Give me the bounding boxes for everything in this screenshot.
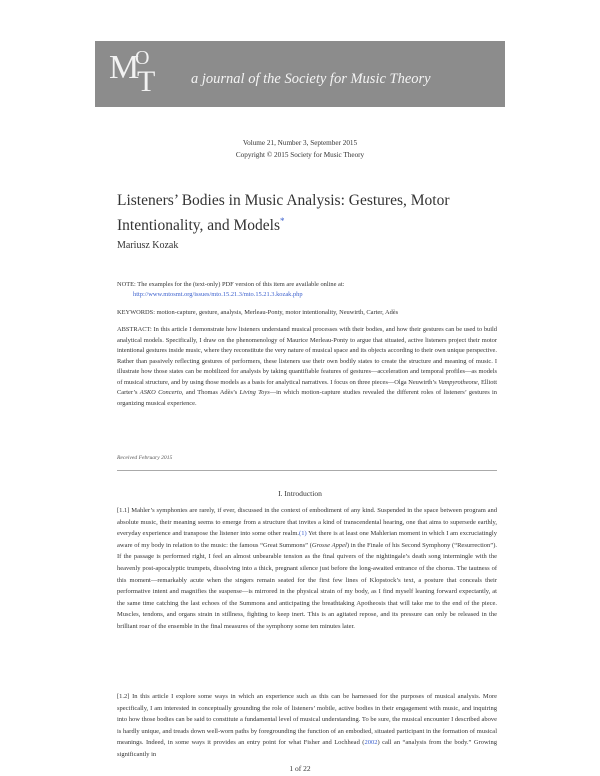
p2-text-b: ) call an “analysis from the body.” Growing significantly in — [117, 739, 497, 758]
paragraph-1-1 — [117, 505, 497, 633]
abstract-part-1: ABSTRACT: In this article I demonstrate how listeners understand musical processes with their bodies, and how their gestures can be used to build analytical models. Specifically, I draw on the phenomenology of Maurice Merleau-Ponty to argue that situated, active listeners project their motor intentional gestures inside music, where they reconstitute the very nature of musical space and its objects according to their own unique perspective. Rather than passively reflecting gestures of performers, these listeners use their own bodily states to create the structure and meaning of music. I illustrate how those states can be mobilized for analysis by taking quantifiable features of gestures—acceleration and temporal profiles—as models of musical structure, and by using those models as a basis for analytical narratives. I focus on three pieces—Olga Neuwirth’s — [117, 326, 497, 386]
footnote-1-link[interactable]: (1) — [299, 530, 307, 538]
section-divider — [117, 470, 497, 471]
journal-tagline: a journal of the Society for Music Theory — [191, 71, 431, 87]
pdf-note-text: NOTE: The examples for the (text-only) PDF version of this item are available online at: — [117, 281, 345, 288]
paragraph-1-2 — [117, 691, 497, 761]
logo-letter-m: M — [109, 49, 140, 86]
logo-letter-t: T — [137, 65, 156, 98]
abstract-part-4: —in which motion-capture studies revealed the different roles of listeners’ gestures in organizing musical experience. — [117, 389, 497, 407]
p1-text-b: Yet there is at least one Mahlerian moment in which I am excruciatingly aware of my body in relation to the music: the famous “Great Summons” ( — [117, 530, 497, 549]
examples-link[interactable]: http://www.mtosmt.org/issues/mto.15.21.3/mto.15.21.3.kozak.php — [133, 291, 303, 298]
abstract — [117, 325, 497, 409]
mto-logo — [109, 47, 179, 103]
p1-text-c: ) in the Finale of his Second Symphony (“Resurrection”). If the passage is performed right, I feel an almost unbearable tension as the final quivers of the nightingale’s death song intermingle with the heavenly post-apocalyptic trumpets, dissolving into a thick, pregnant silence just before the long-awaited entrance of the chorus. The tautness of this moment—remarkably acute when the singers remain seated for the first few lines of Klopstock’s text, a posture that conceals their performative intent and magnifies the suspense—is mirrored in the physical strain of my body, as I find myself leaning forward expectantly, at the same time catching the last echoes of the Summons and anticipating the breathtaking Apotheosis that will take me to the end of the piece. Muscles, tendons, and organs strain in stillness, fighting to keep inert. This is an agitated repose, and its pressure can only be released in the brilliant roar of the ensemble in the final measures of the symphony some ten minutes later. — [117, 541, 497, 630]
article-title — [117, 190, 497, 236]
p1-work-title: Grosse Appel — [311, 541, 347, 549]
abstract-part-2: , Elliott Carter’s — [117, 378, 497, 396]
journal-banner — [95, 41, 505, 107]
abstract-work-1: Vampyrotheone — [438, 378, 478, 386]
article-title-text: Listeners’ Bodies in Music Analysis: Gestures, Motor Intentionality, and Models — [117, 192, 450, 235]
article-author: Mariusz Kozak — [117, 240, 179, 251]
page-number: 1 of 22 — [289, 764, 311, 773]
copyright: Copyright © 2015 Society for Music Theory — [235, 151, 365, 159]
pdf-note — [117, 280, 497, 300]
abstract-part-3: , and Thomas Adès’s — [181, 389, 240, 396]
p1-text-a: [1.1] Mahler’s symphonies are rarely, if ever, discussed in the context of embodiment of any kind. Suspended in the space between program and absolute music, their meaning seems to emerge from a structure that invites a kind of transcendental hearing, one that aims to supersede earthly, everyday experience and transpose the listener into some other realm. — [117, 507, 497, 538]
logo-letter-o: O — [135, 47, 150, 69]
abstract-work-3: Living Toys — [239, 389, 270, 396]
volume-info: Volume 21, Number 3, September 2015 — [242, 139, 358, 147]
received-date: Received February 2015 — [117, 455, 173, 461]
section-heading: I. Introduction — [278, 489, 322, 498]
citation-2002-link[interactable]: 2002 — [364, 739, 378, 747]
p2-text-a: [1.2] In this article I explore some ways in which an experience such as this can be harnessed for the purposes of musical analysis. More specifically, I am interested in conceptually grounding the role of listeners’ mobile, active bodies in their engagement with music, and inquiring into how those bodies can be said to constitute a fundamental level of musical understanding. To be sure, the musical encounter I described above is hardly unique, and treads down well-worn paths by foregrounding the function of an embodied, situated participant in the formation of musical meanings. Indeed, in some ways it provides an entry point for what Fisher and Lochhead ( — [117, 693, 497, 747]
keywords: KEYWORDS: motion-capture, gesture, analysis, Merleau-Ponty, motor intentionality, Neuwirth, Carter, Adès — [117, 309, 399, 316]
title-footnote-marker[interactable]: * — [280, 216, 285, 226]
abstract-work-2: ASKO Concerto — [139, 389, 182, 396]
